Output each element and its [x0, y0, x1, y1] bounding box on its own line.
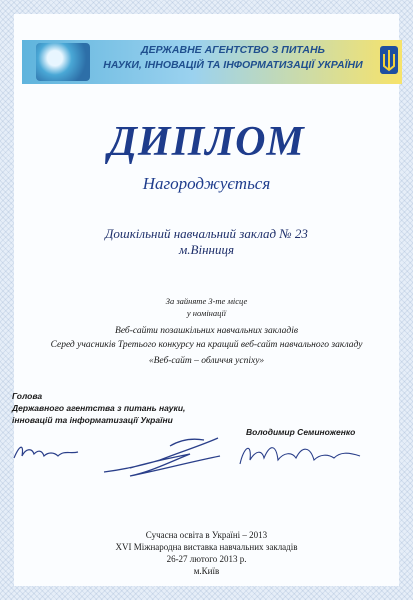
signatory-title-line2: Державного агентства з питань науки,: [12, 403, 186, 413]
trident-emblem-icon: [378, 44, 400, 78]
nomination-line2: Серед учасників Третього конкурсу на кращий веб-сайт навчального закладу: [50, 340, 363, 350]
nomination-label: у номінації: [186, 308, 227, 318]
signatory-title-line1: Голова: [12, 391, 43, 401]
placement-text: За зайняте 3-те місце: [165, 296, 248, 306]
signature-left: [12, 440, 82, 464]
signature-right: [236, 436, 366, 476]
signatory-name: Володимир Семиноженко: [246, 427, 356, 437]
awardee-city: м.Вінниця: [178, 242, 235, 257]
signatory-title: [12, 390, 232, 426]
footer-line1: Сучасна освіта в Україні – 2013: [145, 530, 268, 540]
footer-line4: м.Київ: [193, 566, 220, 576]
signature-center: [100, 432, 240, 482]
footer-line3: 26-27 лютого 2013 р.: [166, 554, 247, 564]
footer-line2: XVI Міжнародна виставка навчальних закладів: [115, 542, 298, 552]
signatory-title-line3: інновацій та інформатизації України: [12, 415, 173, 425]
diploma-subtitle: Нагороджується: [142, 174, 271, 193]
nomination-line3: «Веб-сайт – обличчя успіху»: [148, 356, 265, 366]
awardee-name: Дошкільний навчальний заклад № 23: [105, 226, 308, 241]
agency-banner: [22, 40, 402, 84]
nomination-line1: Веб-сайти позашкільних навчальних закладів: [115, 326, 298, 336]
agency-name-line1: ДЕРЖАВНЕ АГЕНТСТВО З ПИТАНЬ: [140, 44, 325, 56]
globe-logo-icon: [36, 43, 90, 81]
agency-name-line2: НАУКИ, ІННОВАЦІЙ ТА ІНФОРМАТИЗАЦІЇ УКРАЇНИ: [103, 59, 363, 71]
diploma-title: ДИПЛОМ: [108, 119, 305, 165]
agency-name: [98, 43, 368, 73]
